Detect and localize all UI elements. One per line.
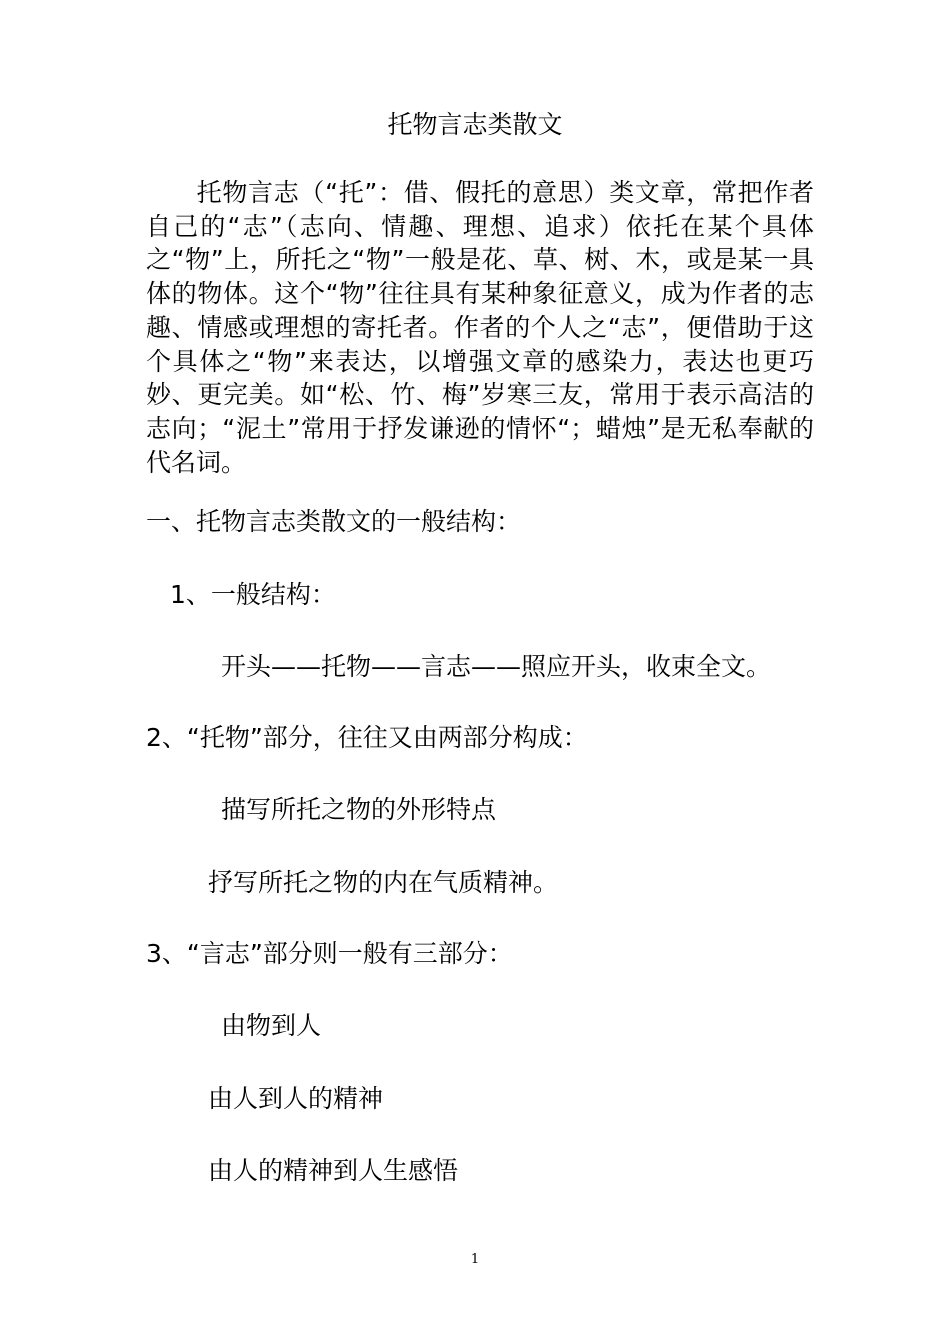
document-title: 托物言志类散文 <box>387 110 563 139</box>
item2-point: 抒写所托之物的内在气质精神。 <box>208 868 559 897</box>
intro-paragraph <box>146 176 814 479</box>
section1-heading: 一、托物言志类散文的一般结构： <box>146 507 522 536</box>
item3-point: 由人到人的精神 <box>208 1084 384 1113</box>
intro-text: 托物言志（“托”：借、假托的意思）类文章，常把作者自己的“志”（志向、情趣、理想、追求）依托在某个具体之“物”上，所托之“物”一般是花、草、树、木，或是某一具体的物体。这个“物”往往具有某种象征意义，成为作者的志趣、情感或理想的寄托者。作者的个人之“志”，便借助于这个具体之“物”来表达，以增强文章的感染力，表达也更巧妙、更完美。如“松、竹、梅”岁寒三友，常用于表示高洁的志向；“泥土”常用于抒发谦逊的情怀“；蜡烛”是无私奉献的代名词。 <box>146 178 814 477</box>
item3-point: 由人的精神到人生感悟 <box>208 1156 459 1185</box>
item1-text: 开头——托物——言志——照应开头，收束全文。 <box>221 652 772 681</box>
item3-heading: 3、“言志”部分则一般有三部分： <box>146 939 513 968</box>
item3-point: 由物到人 <box>221 1011 322 1040</box>
page-number: 1 <box>470 1252 480 1267</box>
item2-heading: 2、“托物”部分，往往又由两部分构成： <box>146 723 588 752</box>
item1-heading: 1、一般结构： <box>170 580 336 609</box>
item2-point: 描写所托之物的外形特点 <box>221 795 497 824</box>
